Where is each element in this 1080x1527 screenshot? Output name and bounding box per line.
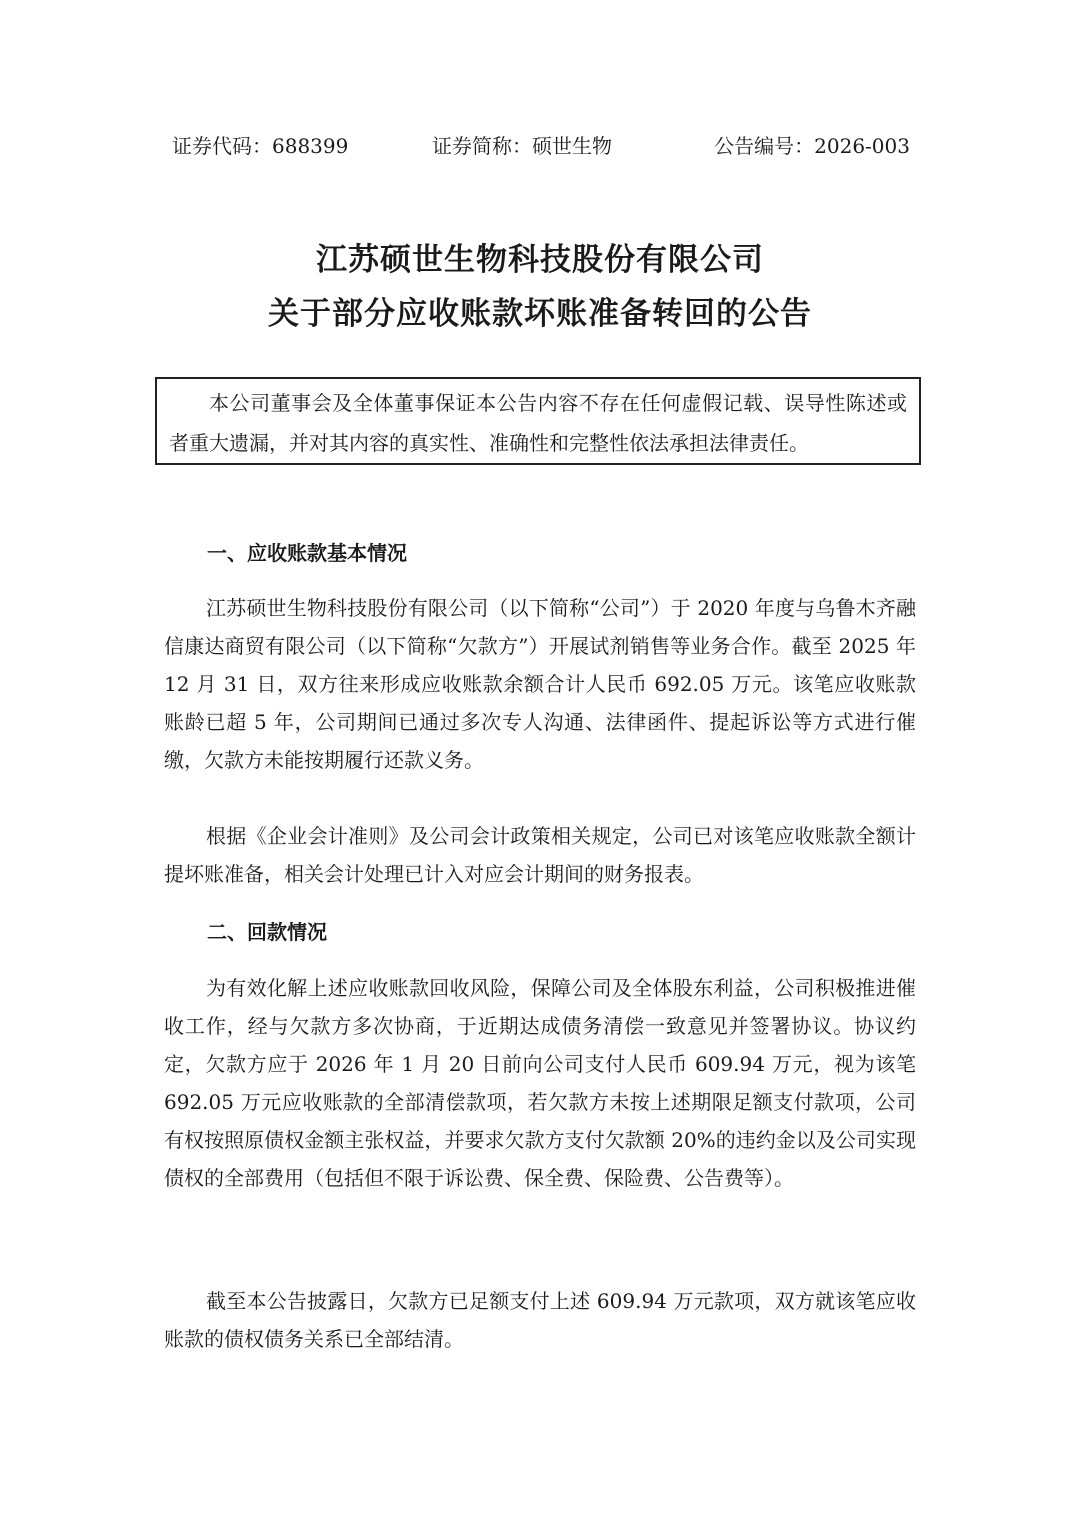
announcement-title: 关于部分应收账款坏账准备转回的公告 xyxy=(268,296,812,332)
paragraph-repayment-agreement: 为有效化解上述应收账款回收风险，保障公司及全体股东利益，公司积极推进催收工作，经与欠款方多次协商，于近期达成债务清偿一致意见并签署协议。协议约定，欠款方应于 2026 年 1 月 20 日前向公司支付人民币 609.94 万元，视为该笔 692.05 万元应收账款的全部清偿款项，若欠款方未按上述期限足额支付款项，公司有权按照原债权金额主张权益，并要求欠款方支付欠款额 20%的违约金以及公司实现债权的全部费用（包括但不限于诉讼费、保全费、保险费、公告费等）。 xyxy=(164,976,916,1190)
paragraph-receivables-background: 江苏硕世生物科技股份有限公司（以下简称“公司”）于 2020 年度与乌鲁木齐融信康达商贸有限公司（以下简称“欠款方”）开展试剂销售等业务合作。截至 2025 年 12 月 31 日，双方往来形成应收账款余额合计人民币 692.05 万元。该笔应收账款账龄已超 5 年，公司期间已通过多次专人沟通、法律函件、提起诉讼等方式进行催缴，欠款方未能按期履行还款义务。 xyxy=(164,596,916,772)
announcement-header xyxy=(0,128,1080,164)
disclaimer-box xyxy=(155,377,921,465)
stock-code: 证券代码：688399 xyxy=(172,134,349,158)
section-heading-repayment: 二、回款情况 xyxy=(207,920,327,944)
paragraph-repayment-settled: 截至本公告披露日，欠款方已足额支付上述 609.94 万元款项，双方就该笔应收账款的债权债务关系已全部结清。 xyxy=(164,1289,916,1351)
paragraph-bad-debt-provision: 根据《企业会计准则》及公司会计政策相关规定，公司已对该笔应收账款全额计提坏账准备，相关会计处理已计入对应会计期间的财务报表。 xyxy=(164,824,916,886)
stock-name: 证券简称：硕世生物 xyxy=(432,134,612,158)
announcement-number: 公告编号：2026-003 xyxy=(714,134,910,158)
disclaimer-text: 本公司董事会及全体董事保证本公告内容不存在任何虚假记载、误导性陈述或者重大遗漏，并对其内容的真实性、准确性和完整性依法承担法律责任。 xyxy=(169,391,907,455)
company-title: 江苏硕世生物科技股份有限公司 xyxy=(316,242,764,278)
section-heading-receivables: 一、应收账款基本情况 xyxy=(207,541,407,565)
